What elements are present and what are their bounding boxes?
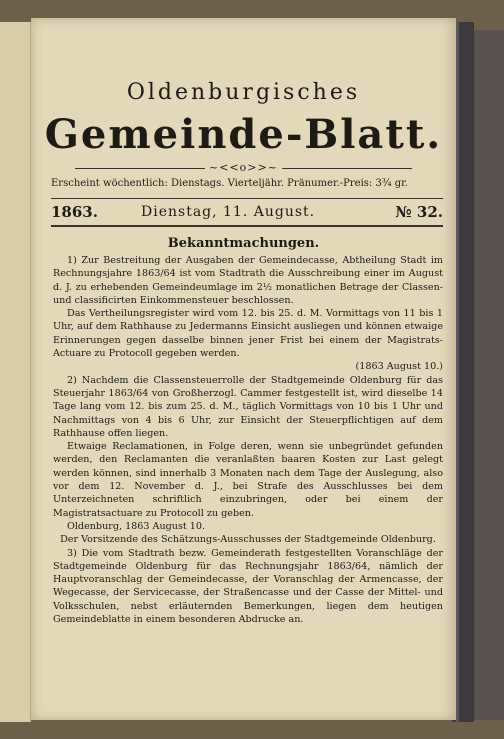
paragraph-5-place-date: Oldenburg, 1863 August 10. bbox=[67, 520, 206, 532]
paragraph-2: Das Vertheilungsregister wird vom 12. bis 25. d. M. Vormittags von 11 bis 1 Uhr, auf dem Rathhause zu Jedermanns Einsicht ausliegen und können etwaige Erinnerungen gegen dasselbe binnen jener Frist bei einem der Magistrats-Actuare zu Protocoll gegeben werden. bbox=[53, 308, 443, 360]
masthead-ornament bbox=[31, 161, 456, 174]
page-content bbox=[31, 18, 456, 720]
section-title: Bekanntmachungen. bbox=[167, 236, 320, 251]
masthead-title: Gemeinde-Blatt. bbox=[44, 111, 443, 158]
book-cover-edge bbox=[474, 30, 504, 720]
ornament-glyph: ~<<o>>~ bbox=[209, 161, 278, 174]
article-body bbox=[53, 254, 443, 626]
ornament-rule-left bbox=[75, 168, 205, 169]
paragraph-6-signature: Der Vorsitzende des Schätzungs-Ausschusses der Stadtgemeinde Oldenburg. bbox=[60, 534, 436, 546]
paragraph-2-reference: (1863 August 10.) bbox=[355, 361, 443, 373]
masthead-line1: Oldenburgisches bbox=[126, 80, 361, 105]
dateline-date: Dienstag, 11. August. bbox=[141, 204, 316, 220]
dateline-number: № 32. bbox=[395, 203, 443, 221]
paragraph-7: 3) Die vom Stadtrath bezw. Gemeinderath festgestellten Voranschläge der Stadtgemeinde Oldenburg für das Rechnungsjahr 1863/64, nämlich der Hauptvoranschlag der Gemeindecasse, der Voranschlag der Armencasse, der Wegecasse, der Servicecasse, der Straßencasse und der Casse der Mittel- und Volksschulen, nebst erläuternden Bemerkungen, liegen dem heutigen Gemeindeblatte in einem besonderen Abdrucke an. bbox=[53, 547, 443, 626]
dateline bbox=[51, 198, 443, 227]
paragraph-4: Etwaige Reclamationen, in Folge deren, wenn sie unbegründet gefunden werden, den Reclamanten die veranlaßten baaren Kosten zur Last gelegt werden können, sind innerhalb 3 Monaten nach dem Tage der Auslegung, also vor dem 12. November d. J., bei Strafe des Ausschlusses bei dem Unterzeichneten schriftlich einzubringen, oder bei einem der Magistratsactuare zu Protocoll zu geben. bbox=[53, 441, 443, 519]
newspaper-page bbox=[31, 18, 456, 720]
issue-info: Erscheint wöchentlich: Dienstags. Vierteljähr. Pränumer.-Preis: 3¾ gr. bbox=[51, 178, 408, 189]
left-page-edge bbox=[0, 22, 31, 722]
dateline-year: 1863. bbox=[51, 203, 98, 221]
paragraph-1: 1) Zur Bestreitung der Ausgaben der Gemeindecasse, Abtheilung Stadt im Rechnungsjahre 1863/64 ist vom Stadtrath die Ausschreibung einer im August d. J. zu erhebenden Gemeindeumlage im 2½ monatlichen Betrage der Classen- und classificirten Einkommensteuer beschlossen. bbox=[53, 255, 443, 306]
ornament-rule-right bbox=[282, 168, 412, 169]
paragraph-3: 2) Nachdem die Classensteuerrolle der Stadtgemeinde Oldenburg für das Steuerjahr 1863/64 von Großherzogl. Cammer festgestellt ist, wird dieselbe 14 Tage lang vom 12. bis zum 25. d. M., täglich Vormittags von 10 bis 1 Uhr und Nachmittags von 4 bis 6 Uhr, zur Einsicht der Steuerpflichtigen auf dem Rathhause offen liegen. bbox=[53, 374, 443, 439]
